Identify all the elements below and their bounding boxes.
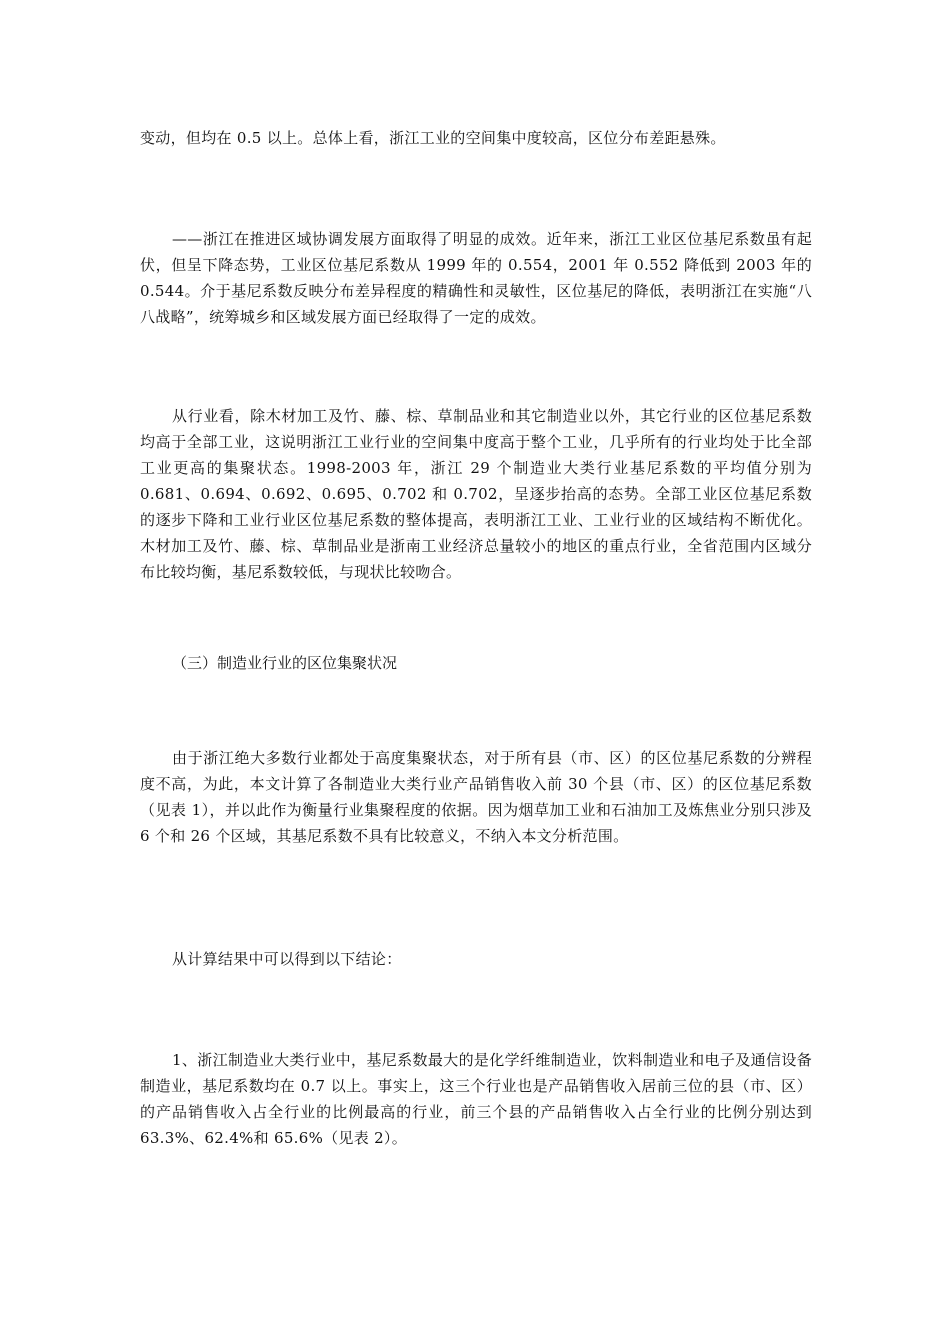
paragraph-county-gini-method: 由于浙江绝大多数行业都处于高度集聚状态，对于所有县（市、区）的区位基尼系数的分辨程度不高，为此，本文计算了各制造业大类行业产品销售收入前 30 个县（市、区）的区位基尼系数（见表 1），并以此作为衡量行业集聚程度的依据。因为烟草加工业和石油加工及炼焦业分别只涉及 6 个和 26 个区域，其基尼系数不具有比较意义，不纳入本文分析范围。 (140, 749, 812, 845)
paragraph-conclusions-intro: 从计算结果中可以得到以下结论： (172, 950, 402, 968)
paragraph-conclusion-1: 1、浙江制造业大类行业中，基尼系数最大的是化学纤维制造业，饮料制造业和电子及通信设备制造业，基尼系数均在 0.7 以上。事实上，这三个行业也是产品销售收入居前三位的县（市、区）的产品销售收入占全行业的比例最高的行业，前三个县的产品销售收入占全行业的比例分别达到 63.3%、62.4%和 65.6%（见表 2）。 (140, 1051, 812, 1147)
paragraph-regional-coordination: ——浙江在推进区域协调发展方面取得了明显的成效。近年来，浙江工业区位基尼系数虽有起伏，但呈下降态势，工业区位基尼系数从 1999 年的 0.554，2001 年 0.552 降低到 2003 年的 0.544。介于基尼系数反映分布差异程度的精确性和灵敏性，区位基尼的降低，表明浙江在实施“八八战略”，统筹城乡和区域发展方面已经取得了一定的成效。 (140, 230, 812, 326)
paragraph-continuation: 变动，但均在 0.5 以上。总体上看，浙江工业的空间集中度较高，区位分布差距悬殊。 (140, 129, 726, 147)
section-heading-manufacturing-agglomeration: （三）制造业行业的区位集聚状况 (172, 654, 398, 672)
paragraph-industry-view: 从行业看，除木材加工及竹、藤、棕、草制品业和其它制造业以外，其它行业的区位基尼系数均高于全部工业，这说明浙江工业行业的空间集中度高于整个工业，几乎所有的行业均处于比全部工业更高的集聚状态。1998-2003 年，浙江 29 个制造业大类行业基尼系数的平均值分别为 0.681、0.694、0.692、0.695、0.702 和 0.702，呈逐步抬高的态势。全部工业区位基尼系数的逐步下降和工业行业区位基尼系数的整体提高，表明浙江工业、工业行业的区域结构不断优化。木材加工及竹、藤、棕、草制品业是浙南工业经济总量较小的地区的重点行业，全省范围内区域分布比较均衡，基尼系数较低，与现状比较吻合。 (140, 407, 812, 581)
